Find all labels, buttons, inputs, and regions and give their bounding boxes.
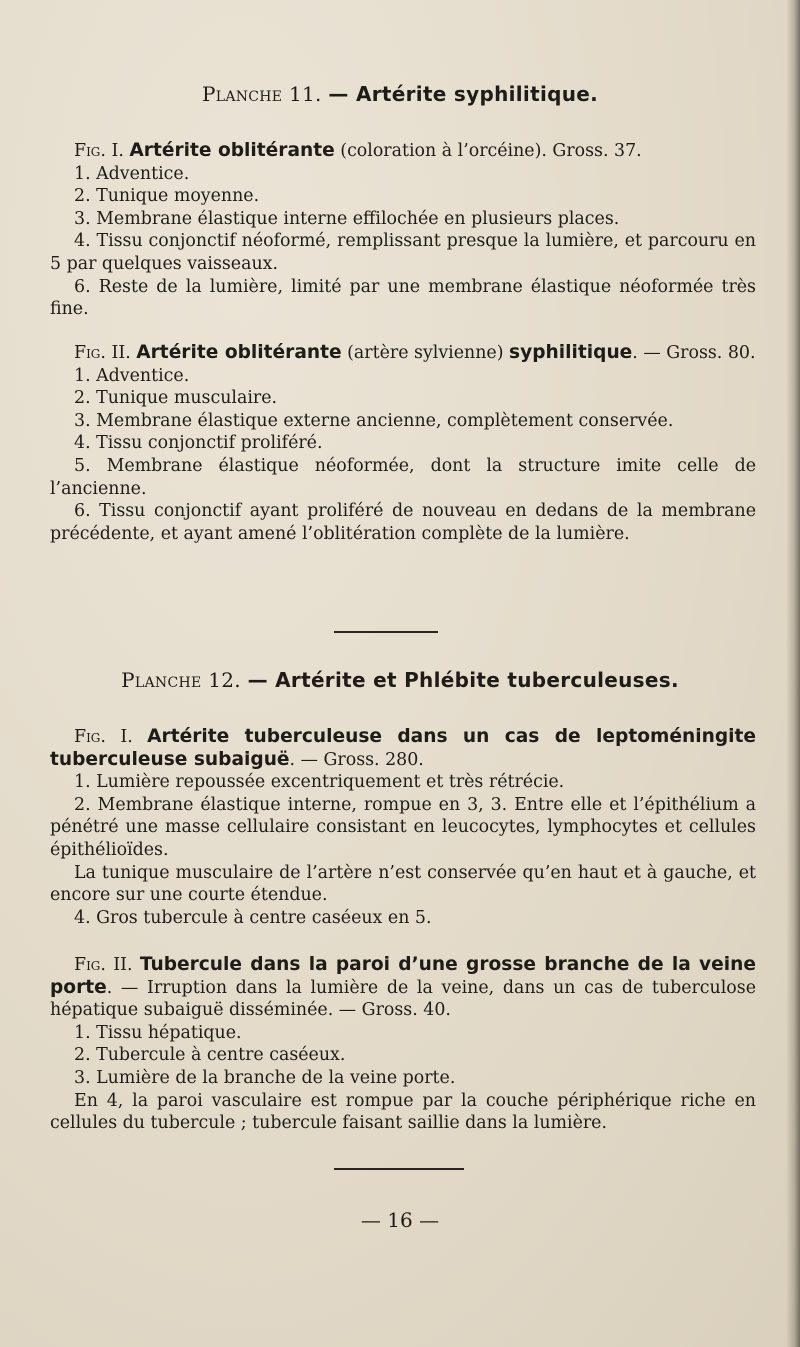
fig-4-item: 2. Tubercule à centre caséeux.: [74, 1045, 346, 1066]
fig-2-item: 1. Adventice.: [74, 365, 190, 386]
fig-3-rest: . — Gross. 280.: [289, 749, 424, 770]
fig-3-item: 2. Membrane élastique interne, rompue en 3, 3. Entre elle et l’épithélium a pénétré une masse cellulaire consistant en leucocytes, lymphocytes et cellules épithélioïdes.: [50, 794, 756, 860]
fig-3-section: [50, 726, 756, 929]
plate-12-heading: [0, 668, 800, 692]
page-number: — 16 —: [360, 1208, 440, 1232]
fig-2-section: [50, 342, 756, 545]
fig-2-title: Artérite oblitérante: [136, 342, 342, 363]
plate-12-title: — Artérite et Phlébite tuberculeuses.: [247, 668, 679, 692]
fig-3-item: 1. Lumière repoussée excentriquement et très rétrécie.: [74, 772, 565, 793]
fig-4-item: 3. Lumière de la branche de la veine porte.: [74, 1067, 456, 1088]
fig-2-item: 3. Membrane élastique externe ancienne, complètement conservée.: [74, 410, 674, 431]
section-divider: [334, 631, 438, 633]
plate-12-label: Planche: [121, 668, 202, 692]
fig-2-item: 2. Tunique musculaire.: [74, 388, 278, 409]
section-divider: [334, 1168, 464, 1170]
fig-4-caption: [50, 954, 756, 1022]
fig-2-item: 5. Membrane élastique néoformée, dont la structure imite celle de l’ancienne.: [50, 455, 756, 499]
fig-1-title: Artérite oblitérante: [129, 140, 335, 161]
fig-1-item: 3. Membrane élastique interne effilochée en plusieurs places.: [74, 208, 620, 229]
plate-11-title: — Artérite syphilitique.: [328, 82, 599, 106]
fig-4-rest: . — Irruption dans la lumière de la veine, dans un cas de tuberculose hépatique subaiguë disséminée. — Gross. 40.: [50, 977, 756, 1021]
fig-1-item: 2. Tunique moyenne.: [74, 186, 260, 207]
fig-4-section: [50, 954, 756, 1135]
fig-2-middle: (artère sylvienne): [341, 343, 510, 363]
fig-1-rest: (coloration à l’orcéine). Gross. 37.: [334, 141, 642, 161]
fig-3-item: 4. Gros tubercule à centre caséeux en 5.: [74, 907, 432, 928]
fig-2-item: 6. Tissu conjonctif ayant proliféré de nouveau en dedans de la membrane précédente, et ayant amené l’oblitération complète de la lumière.: [50, 501, 756, 544]
fig-1-caption: [50, 140, 756, 163]
fig-1-item: 1. Adventice.: [74, 163, 190, 184]
fig-1-section: [50, 140, 756, 321]
fig-2-rest: . — Gross. 80.: [632, 343, 756, 363]
plate-12-number: 12.: [208, 668, 241, 692]
plate-11-heading: [0, 82, 800, 106]
fig-3-title: Artérite tuberculeuse dans un cas de leptoméningite tuberculeuse subaiguë: [50, 726, 756, 770]
fig-3-item: La tunique musculaire de l’artère n’est conservée qu’en haut et à gauche, et encore sur une courte étendue.: [50, 862, 756, 906]
fig-3-caption: [50, 726, 756, 771]
fig-1-item: 6. Reste de la lumière, limité par une membrane élastique néoformée très fine.: [50, 276, 756, 320]
fig-2-title-2: syphilitique: [509, 342, 633, 363]
fig-4-title: Tubercule dans la paroi d’une grosse branche de la veine porte: [50, 954, 756, 998]
fig-4-label: Fig. II.: [74, 955, 133, 975]
plate-11-label: Planche: [201, 82, 283, 106]
fig-1-label: Fig. I.: [74, 141, 124, 161]
fig-2-label: Fig. II.: [74, 343, 131, 363]
fig-4-item: En 4, la paroi vasculaire est rompue par la couche périphérique riche en cellules du tubercule ; tubercule faisant saillie dans la lumière.: [50, 1090, 756, 1134]
fig-4-item: 1. Tissu hépatique.: [74, 1022, 242, 1043]
fig-2-caption: [50, 342, 756, 365]
plate-11-number: 11.: [289, 82, 322, 106]
fig-1-item: 4. Tissu conjonctif néoformé, remplissant presque la lumière, et parcouru en 5 par quelques vaisseaux.: [50, 231, 756, 274]
fig-3-label: Fig. I.: [74, 727, 133, 747]
fig-2-item: 4. Tissu conjonctif proliféré.: [74, 433, 323, 454]
